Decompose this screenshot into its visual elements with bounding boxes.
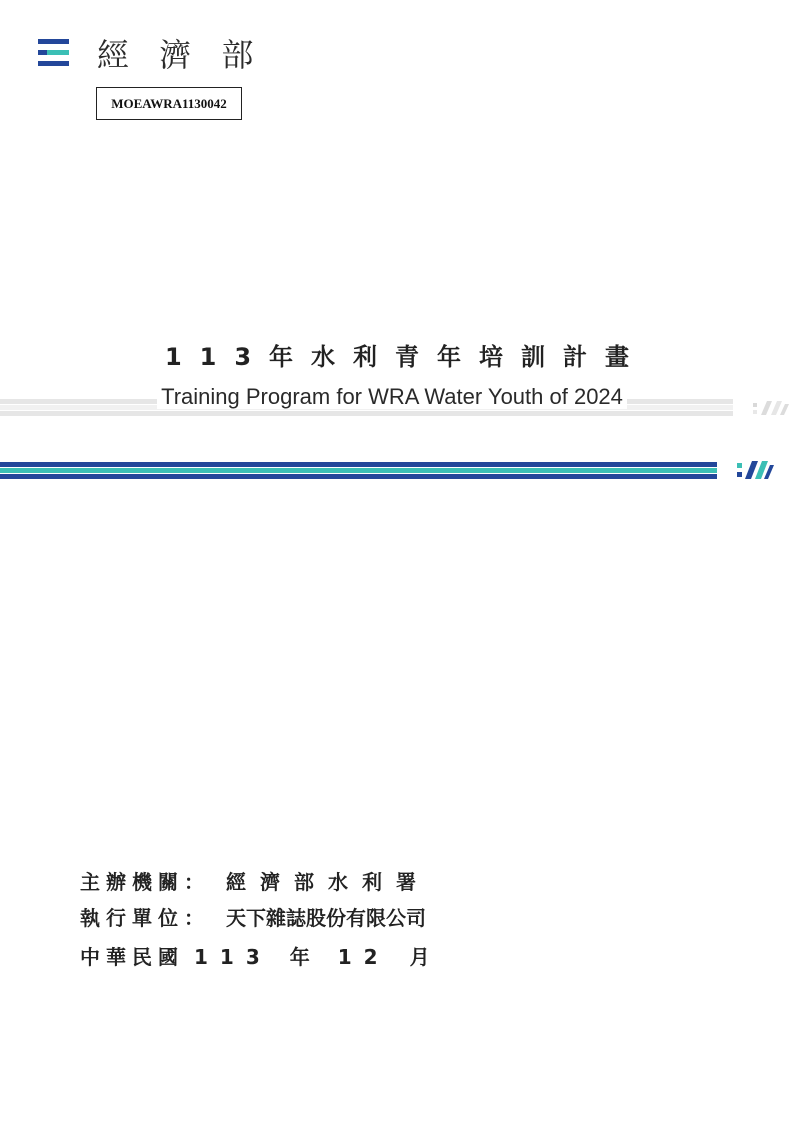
executor-label: 執行單位： <box>80 906 210 930</box>
executor-value: 天下雜誌股份有限公司 <box>226 906 426 930</box>
page-title-chinese: 113年水利青年培訓計畫 <box>164 343 648 371</box>
document-code: MOEAWRA1130042 <box>96 87 242 120</box>
main-color-band <box>0 462 717 479</box>
moea-stripes-icon <box>38 39 69 66</box>
date-month: 12 <box>337 945 390 969</box>
organizer-label: 主辦機關： <box>80 870 210 894</box>
logo-stripe-bottom <box>38 61 69 66</box>
page-title-english-text: Training Program for WRA Water Youth of 2024 <box>157 384 627 409</box>
page-title-english <box>0 384 784 410</box>
date-label: 中華民國 <box>80 945 184 969</box>
date-month-unit: 月 <box>409 945 430 969</box>
organizer-row <box>80 866 430 896</box>
logo-stripe-top <box>38 39 69 44</box>
wra-slash-mark-icon <box>736 460 774 480</box>
ministry-name: 經 濟 部 <box>97 36 264 74</box>
date-year: 113 <box>194 945 272 969</box>
executor-row <box>80 902 426 932</box>
faded-brand-mark-icon <box>752 400 790 416</box>
date-year-unit: 年 <box>289 945 310 969</box>
date-row <box>80 941 430 971</box>
logo-stripe-middle <box>38 50 69 55</box>
organizer-value: 經濟部水利署 <box>226 870 430 894</box>
